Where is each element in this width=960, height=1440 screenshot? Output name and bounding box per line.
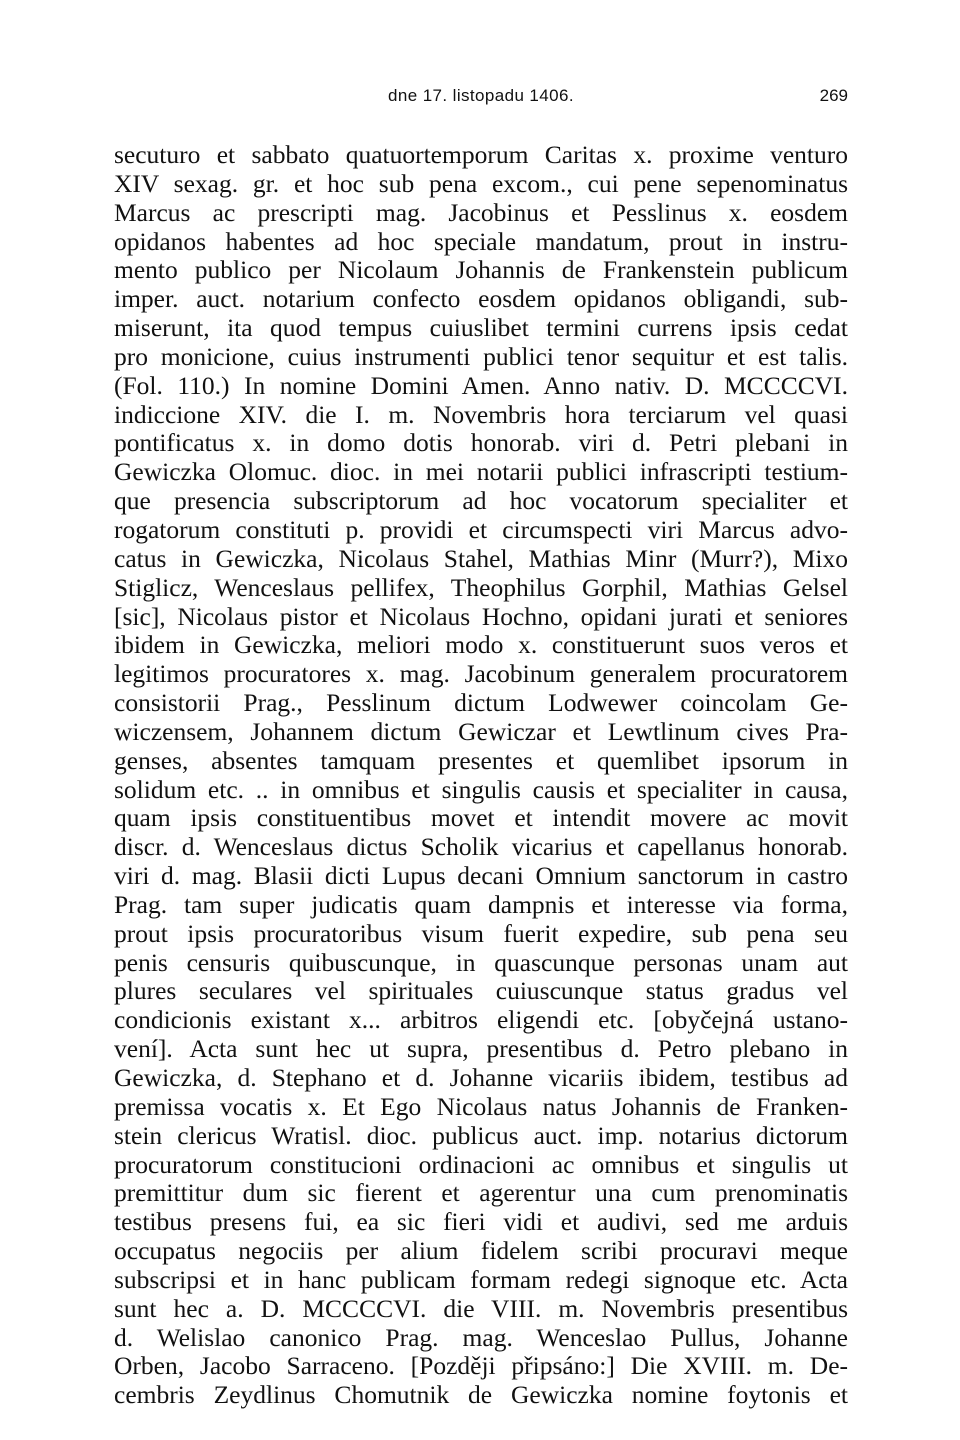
text-line: que presencia subscriptorum ad hoc vocatorum specialiter et	[114, 486, 848, 516]
text-line: XIV sexag. gr. et hoc sub pena excom., cui pene sepenominatus	[114, 168, 848, 198]
text-line: miserunt, ita quod tempus cuiuslibet termini currens ipsis cedat	[114, 313, 848, 343]
text-line: procuratorum constitucioni ordinacioni ac omnibus et singulis ut	[114, 1149, 848, 1179]
text-line: vení]. Acta sunt hec ut supra, presentibus d. Petro plebano in	[114, 1034, 848, 1064]
text-line: rogatorum constituti p. providi et circumspecti viri Marcus advo-	[114, 514, 848, 544]
text-line: ibidem in Gewiczka, meliori modo x. constituerunt suos veros et	[114, 630, 848, 660]
text-line: mento publico per Nicolaum Johannis de Frankenstein publicum	[114, 255, 848, 285]
text-line: indiccione XIV. die I. m. Novembris hora terciarum vel quasi	[114, 399, 848, 429]
text-line: quam ipsis constituentibus movet et intendit movere ac movit	[114, 803, 848, 833]
running-title: dne 17. listopadu 1406.	[388, 86, 574, 105]
text-line: Prag. tam super judicatis quam dampnis et interesse via forma,	[114, 889, 848, 919]
text-line: Gewiczka, d. Stephano et d. Johanne vicariis ibidem, testibus ad	[114, 1063, 848, 1092]
text-line: imper. auct. notarium confecto eosdem opidanos obligandi, sub-	[114, 284, 848, 314]
text-line: plures seculares vel spirituales cuiuscunque status gradus vel	[114, 976, 848, 1006]
text-line: genses, absentes tamquam presentes et quemlibet ipsorum in	[114, 745, 848, 775]
text-line: solidum etc. .. in omnibus et singulis causis et specialiter in causa,	[114, 774, 848, 804]
text-line: Marcus ac prescripti mag. Jacobinus et Pesslinus x. eosdem	[114, 197, 848, 227]
body-text	[114, 141, 848, 1410]
text-line: occupatus negociis per alium fidelem scribi procuravi meque	[114, 1236, 848, 1266]
text-line: catus in Gewiczka, Nicolaus Stahel, Mathias Minr (Murr?), Mixo	[114, 543, 848, 573]
text-line: Orben, Jacobo Sarraceno. [Později připsáno:] Die XVIII. m. De-	[114, 1351, 848, 1381]
text-line: d. Welislao canonico Prag. mag. Wenceslao Pullus, Johanne	[114, 1322, 848, 1352]
text-line: discr. d. Wenceslaus dictus Scholik vicarius et capellanus honorab.	[114, 832, 848, 862]
text-line: Gewiczka Olomuc. dioc. in mei notarii publici infrascripti testium-	[114, 457, 848, 487]
text-line: consistorii Prag., Pesslinum dictum Lodwewer coincolam Ge-	[114, 688, 848, 718]
text-line: condicionis existant x... arbitros eligendi etc. [obyčejná ustano-	[114, 1005, 848, 1035]
text-line: (Fol. 110.) In nomine Domini Amen. Anno nativ. D. MCCCCVI.	[114, 370, 848, 400]
text-line: secuturo et sabbato quatuortemporum Caritas x. proxime venturo	[114, 140, 848, 169]
text-line: viri d. mag. Blasii dicti Lupus decani Omnium sanctorum in castro	[114, 861, 848, 891]
text-line: wiczensem, Johannem dictum Gewiczar et Lewtlinum cives Pra-	[114, 716, 848, 746]
text-line: [sic], Nicolaus pistor et Nicolaus Hochno, opidani jurati et seniores	[114, 601, 848, 631]
text-line: prout ipsis procuratoribus visum fuerit expedire, sub pena seu	[114, 918, 848, 948]
page-number: 269	[819, 86, 848, 105]
text-line: testibus presens fui, ea sic fieri vidi et audivi, sed me arduis	[114, 1207, 848, 1237]
text-line: stein clericus Wratisl. dioc. publicus auct. imp. notarius dictorum	[114, 1120, 848, 1150]
text-line: cembris Zeydlinus Chomutnik de Gewiczka nomine foytonis et	[114, 1380, 848, 1410]
text-line: sunt hec a. D. MCCCCVI. die VIII. m. Novembris presentibus	[114, 1293, 848, 1323]
text-line: premittitur dum sic fierent et agerentur una cum prenominatis	[114, 1178, 848, 1208]
text-line: penis censuris quibuscunque, in quascunque personas unam aut	[114, 947, 848, 977]
text-line: pontificatus x. in domo dotis honorab. viri d. Petri plebani in	[114, 428, 848, 458]
text-line: premissa vocatis x. Et Ego Nicolaus natus Johannis de Franken-	[114, 1091, 848, 1121]
text-line: opidanos habentes ad hoc speciale mandatum, prout in instru-	[114, 226, 848, 256]
text-line: subscripsi et in hanc publicam formam redegi signoque etc. Acta	[114, 1264, 848, 1294]
text-line: pro monicione, cuius instrumenti publici tenor sequitur et est talis.	[114, 341, 848, 371]
text-line: Stiglicz, Wenceslaus pellifex, Theophilus Gorphil, Mathias Gelsel	[114, 572, 848, 602]
text-line: legitimos procuratores x. mag. Jacobinum generalem procuratorem	[114, 659, 848, 689]
running-head	[114, 86, 848, 114]
